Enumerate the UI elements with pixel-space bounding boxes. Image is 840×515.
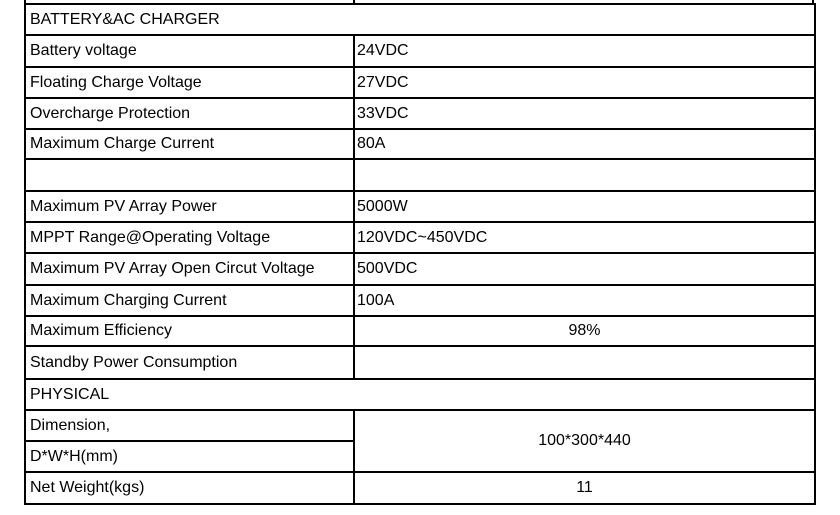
row-value-max-charge-current: 80A	[354, 129, 815, 159]
table-row	[25, 472, 815, 504]
table-row	[25, 253, 815, 285]
table-row	[25, 129, 815, 159]
empty-cell	[25, 159, 354, 191]
table-row	[25, 67, 815, 98]
table-row	[25, 98, 815, 129]
row-value-floating-charge-voltage: 27VDC	[354, 67, 815, 98]
table-row	[25, 316, 815, 346]
table-row	[25, 346, 815, 379]
table-row	[25, 410, 815, 441]
table-row	[25, 191, 815, 222]
row-label-max-pv-array-power: Maximum PV Array Power	[25, 191, 354, 222]
spec-table	[24, 3, 816, 505]
row-value-max-pv-array-power: 5000W	[354, 191, 815, 222]
table-row	[25, 35, 815, 67]
row-label-floating-charge-voltage: Floating Charge Voltage	[25, 67, 354, 98]
row-value-overcharge-protection: 33VDC	[354, 98, 815, 129]
row-label-max-efficiency: Maximum Efficiency	[25, 316, 354, 346]
section-row-physical	[25, 379, 815, 410]
row-label-standby-power: Standby Power Consumption	[25, 346, 354, 379]
row-value-battery-voltage: 24VDC	[354, 35, 815, 67]
row-label-max-charge-current: Maximum Charge Current	[25, 129, 354, 159]
empty-spacer-row	[25, 159, 815, 191]
table-row	[25, 222, 815, 253]
row-value-max-efficiency: 98%	[354, 316, 815, 346]
row-label-max-charging-current: Maximum Charging Current	[25, 285, 354, 316]
row-label-overcharge-protection: Overcharge Protection	[25, 98, 354, 129]
row-value-mppt-range: 120VDC~450VDC	[354, 222, 815, 253]
row-value-standby-power	[354, 346, 815, 379]
section-title-battery-ac-charger: BATTERY&AC CHARGER	[25, 4, 815, 35]
row-label-dimension-units: D*W*H(mm)	[25, 441, 354, 472]
row-label-battery-voltage: Battery voltage	[25, 35, 354, 67]
empty-cell	[354, 159, 815, 191]
section-title-physical: PHYSICAL	[25, 379, 815, 410]
row-label-dimension: Dimension,	[25, 410, 354, 441]
table-row	[25, 285, 815, 316]
section-row-battery-ac-charger	[25, 4, 815, 35]
row-label-mppt-range: MPPT Range@Operating Voltage	[25, 222, 354, 253]
row-value-net-weight: 11	[354, 472, 815, 504]
row-label-max-pv-open-circuit-voltage: Maximum PV Array Open Circut Voltage	[25, 253, 354, 285]
row-value-max-pv-open-circuit-voltage: 500VDC	[354, 253, 815, 285]
row-value-dimension: 100*300*440	[354, 410, 815, 472]
row-label-net-weight: Net Weight(kgs)	[25, 472, 354, 504]
row-value-max-charging-current: 100A	[354, 285, 815, 316]
